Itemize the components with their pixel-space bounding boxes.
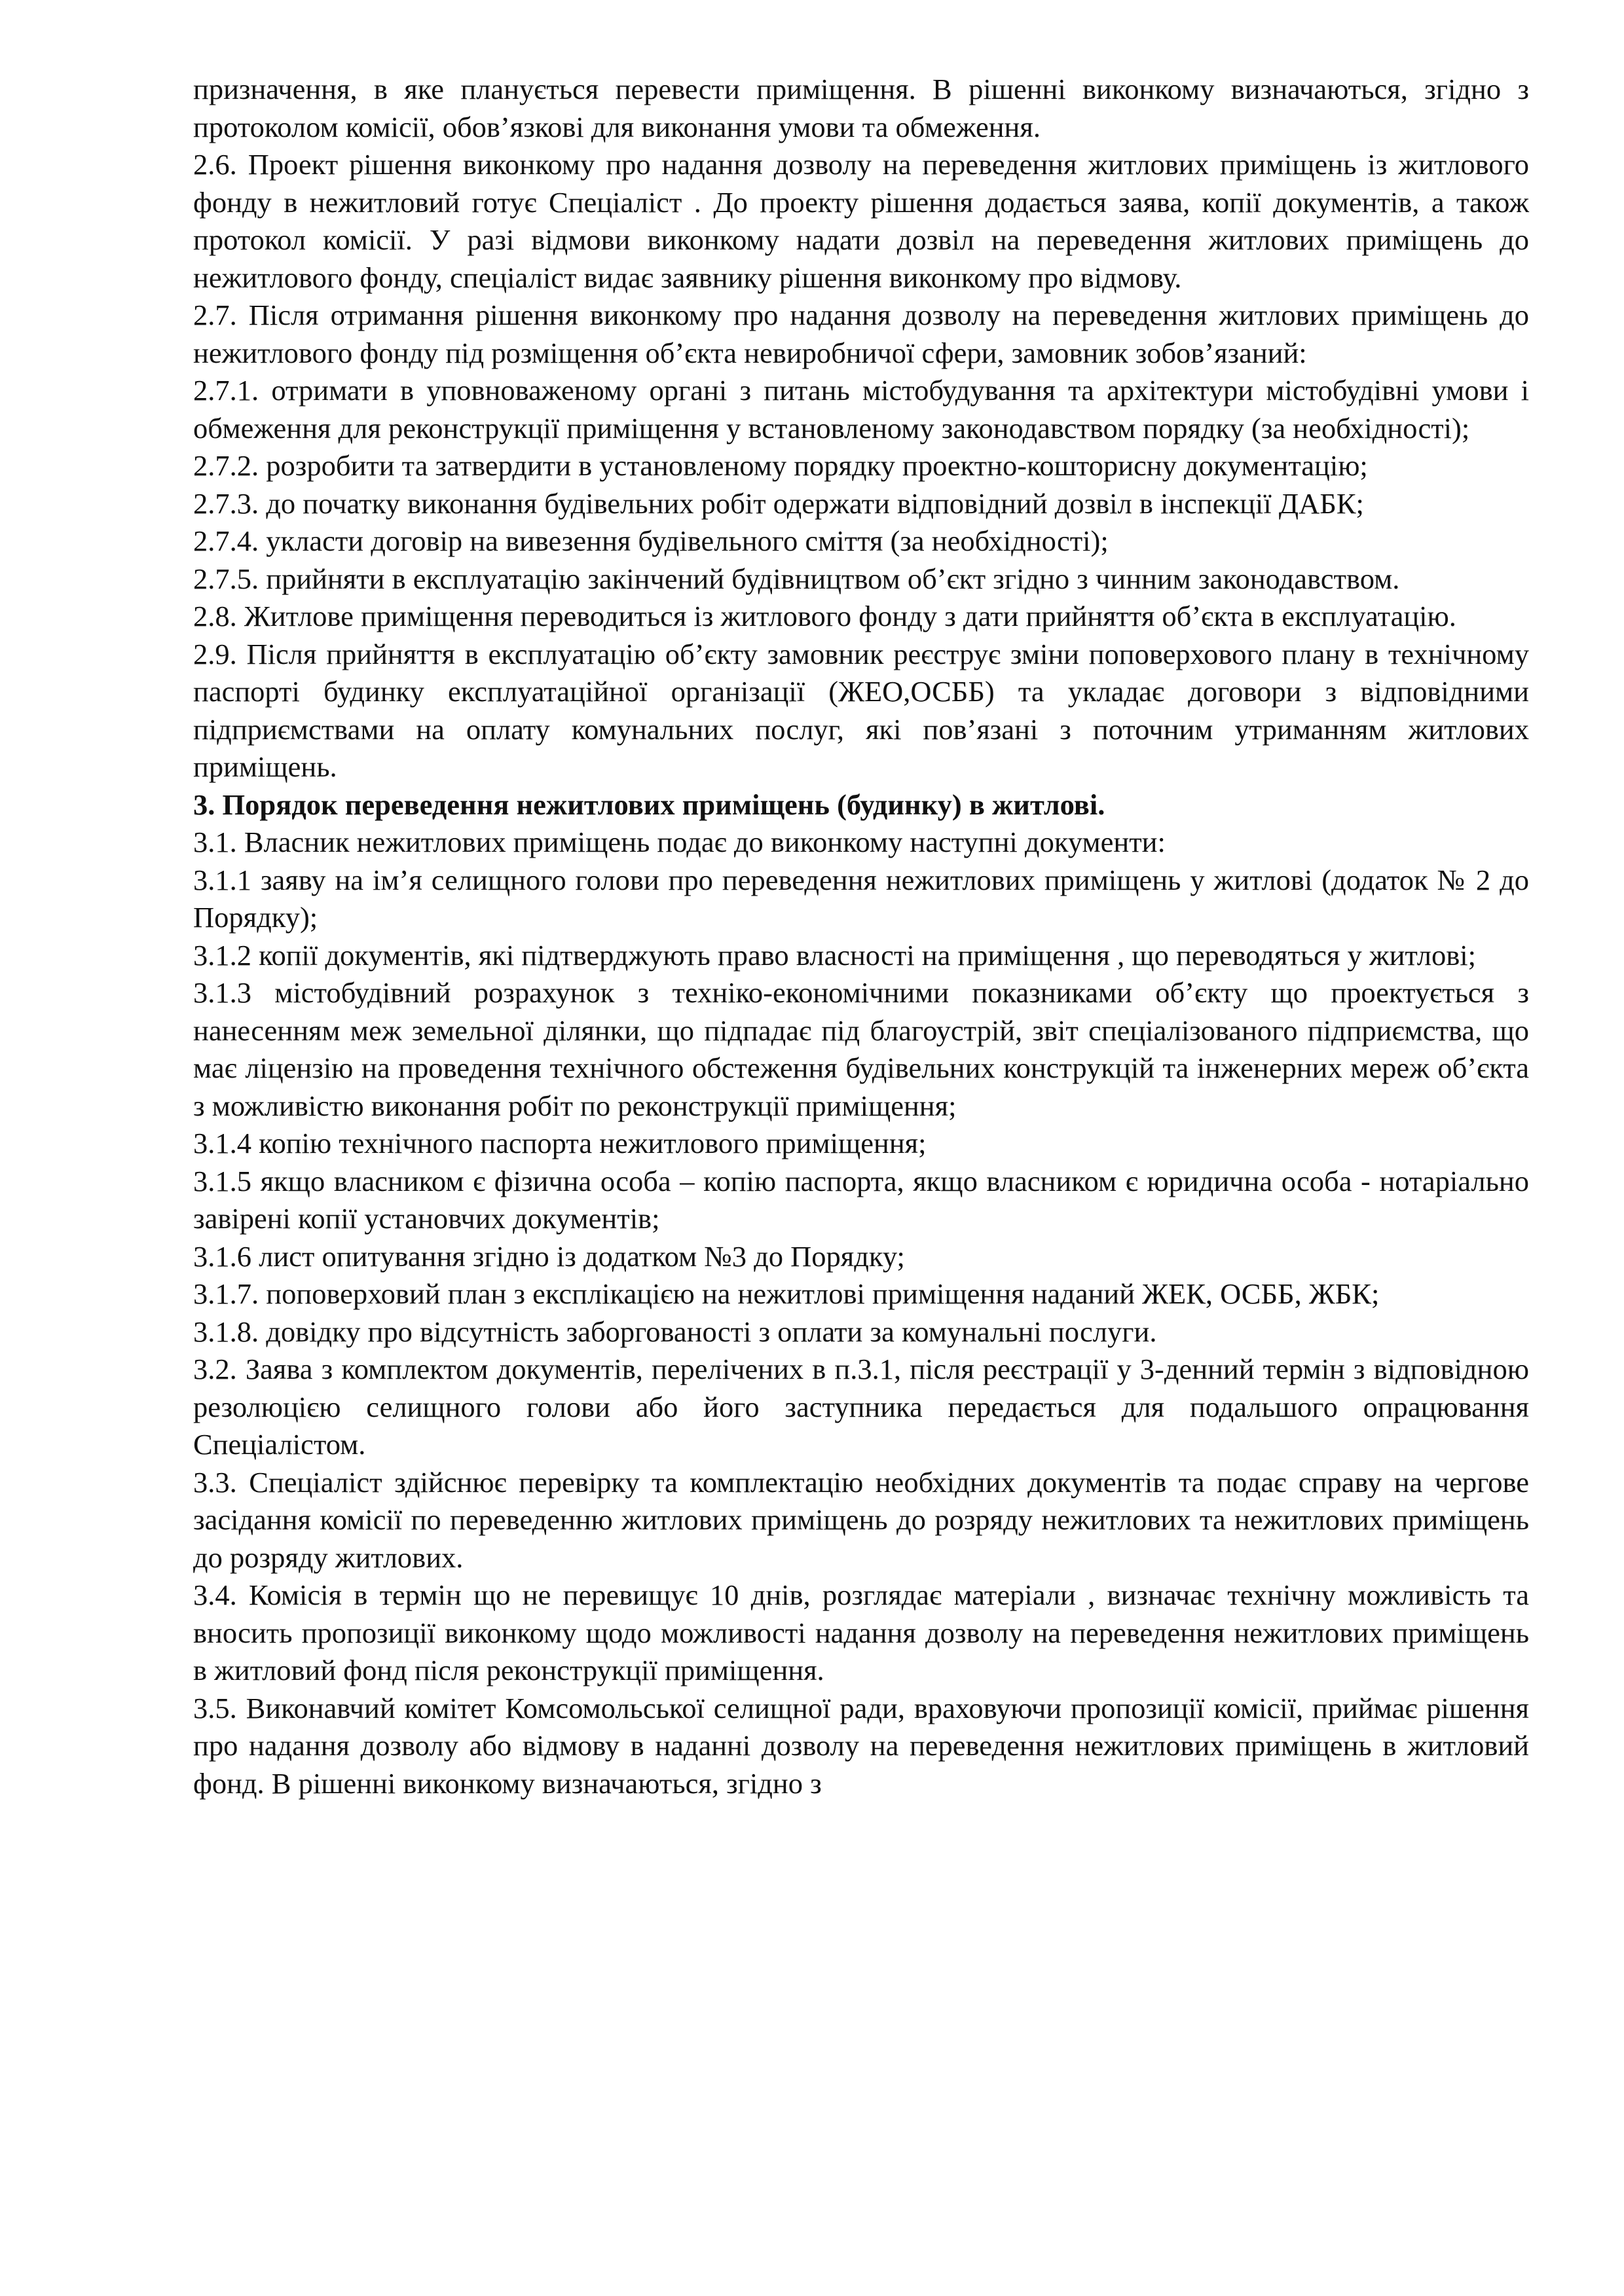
paragraph-2-7-5: 2.7.5. прийняти в експлуатацію закінчений будівництвом об’єкт згідно з чинним законодавством. [193,562,1400,595]
paragraph-continuation: призначення, в яке планується перевести приміщення. В рішенні виконкому визначаються, згідно з протоколом комісії, обов’язкові для виконання умови та обмеження. [193,73,1529,143]
document-page [193,71,1529,1802]
paragraph-3-1-5: 3.1.5 якщо власником є фізична особа – копію паспорта, якщо власником є юридична особа - нотаріально завірені копії установчих документів; [193,1164,1529,1235]
paragraph-3-2: 3.2. Заява з комплектом документів, перелічених в п.3.1, після реєстрації у 3-денний термін з відповідною резолюцією селищного голови або його заступника передається для подальшого опрацювання Спеціалістом. [193,1353,1529,1461]
paragraph-3-1-8: 3.1.8. довідку про відсутність заборгованості з оплати за комунальні послуги. [193,1315,1157,1348]
paragraph-3-1-4: 3.1.4 копію технічного паспорта нежитлового приміщення; [193,1127,927,1159]
paragraph-2-6: 2.6. Проект рішення виконкому про надання дозволу на переведення житлових приміщень із житлового фонду в нежитловий готує Спеціаліст . До проекту рішення додається заява, копії документів, а також протокол комісії. У разі відмови виконкому надати дозвіл на переведення житлових приміщень до нежитлового фонду, спеціаліст видає заявнику рішення виконкому про відмову. [193,148,1529,294]
paragraph-2-7-1: 2.7.1. отримати в уповноваженому органі з питань містобудування та архітектури містобудівні умови і обмеження для реконструкції приміщення у встановленому законодавством порядку (за необхідності); [193,374,1529,445]
section-3-heading: 3. Порядок переведення нежитлових приміщень (будинку) в житлові. [193,788,1105,821]
paragraph-2-9: 2.9. Після прийняття в експлуатацію об’єкту замовник реєструє зміни поповерхового плану в технічному паспорті будинку експлуатаційної організації (ЖЕО,ОСББ) та укладає договори з відповідними підприємствами на оплату комунальних послуг, які пов’язані з поточним утриманням житлових приміщень. [193,637,1529,783]
paragraph-2-7-3: 2.7.3. до початку виконання будівельних робіт одержати відповідний дозвіл в інспекції ДАБК; [193,486,1364,520]
paragraph-2-7: 2.7. Після отримання рішення виконкому про надання дозволу на переведення житлових приміщень до нежитлового фонду під розміщення об’єкта невиробничої сфери, замовник зобов’язаний: [193,299,1529,369]
paragraph-2-7-2: 2.7.2. розробити та затвердити в установленому порядку проектно-кошторисну документацію; [193,449,1368,482]
paragraph-2-7-4: 2.7.4. укласти договір на вивезення будівельного сміття (за необхідності); [193,524,1109,557]
paragraph-3-1-6: 3.1.6 лист опитування згідно із додатком №3 до Порядку; [193,1239,905,1273]
paragraph-3-1-3: 3.1.3 містобудівний розрахунок з техніко-економічними показниками об’єкту що проектується з нанесенням меж земельної ділянки, що підпадає під благоустрій, звіт спеціалізованого підприємства, що має ліцензію на проведення технічного обстеження будівельних конструкцій та інженерних мереж об’єкта з можливістю виконання робіт по реконструкції приміщення; [193,976,1529,1122]
paragraph-3-3: 3.3. Спеціаліст здійснює перевірку та комплектацію необхідних документів та подає справу на чергове засідання комісії по переведенню житлових приміщень до розряду нежитлових та нежитлових приміщень до розряду житлових. [193,1465,1529,1574]
paragraph-3-1-2: 3.1.2 копії документів, які підтверджують право власності на приміщення , що переводяться у житлові; [193,938,1476,972]
paragraph-3-5: 3.5. Виконавчий комітет Комсомольської селищної ради, враховуючи пропозиції комісії, приймає рішення про надання дозволу або відмову в наданні дозволу на переведення нежитлових приміщень в житловий фонд. В рішенні виконкому визначаються, згідно з [193,1691,1529,1800]
paragraph-3-1: 3.1. Власник нежитлових приміщень подає до виконкому наступні документи: [193,826,1166,858]
paragraph-3-1-1: 3.1.1 заяву на ім’я селищного голови про переведення нежитлових приміщень у житлові (додаток № 2 до Порядку); [193,863,1529,934]
paragraph-3-4: 3.4. Комісія в термін що не перевищує 10 днів, розглядає матеріали , визначає технічну можливість та вносить пропозиції виконкому щодо можливості надання дозволу на переведення нежитлових приміщень в житловий фонд після реконструкції приміщення. [193,1578,1529,1686]
paragraph-2-8: 2.8. Житлове приміщення переводиться із житлового фонду з дати прийняття об’єкта в експлуатацію. [193,600,1456,632]
paragraph-3-1-7: 3.1.7. поповерховий план з експлікацією на нежитлові приміщення наданий ЖЕК, ОСББ, ЖБК; [193,1277,1380,1310]
